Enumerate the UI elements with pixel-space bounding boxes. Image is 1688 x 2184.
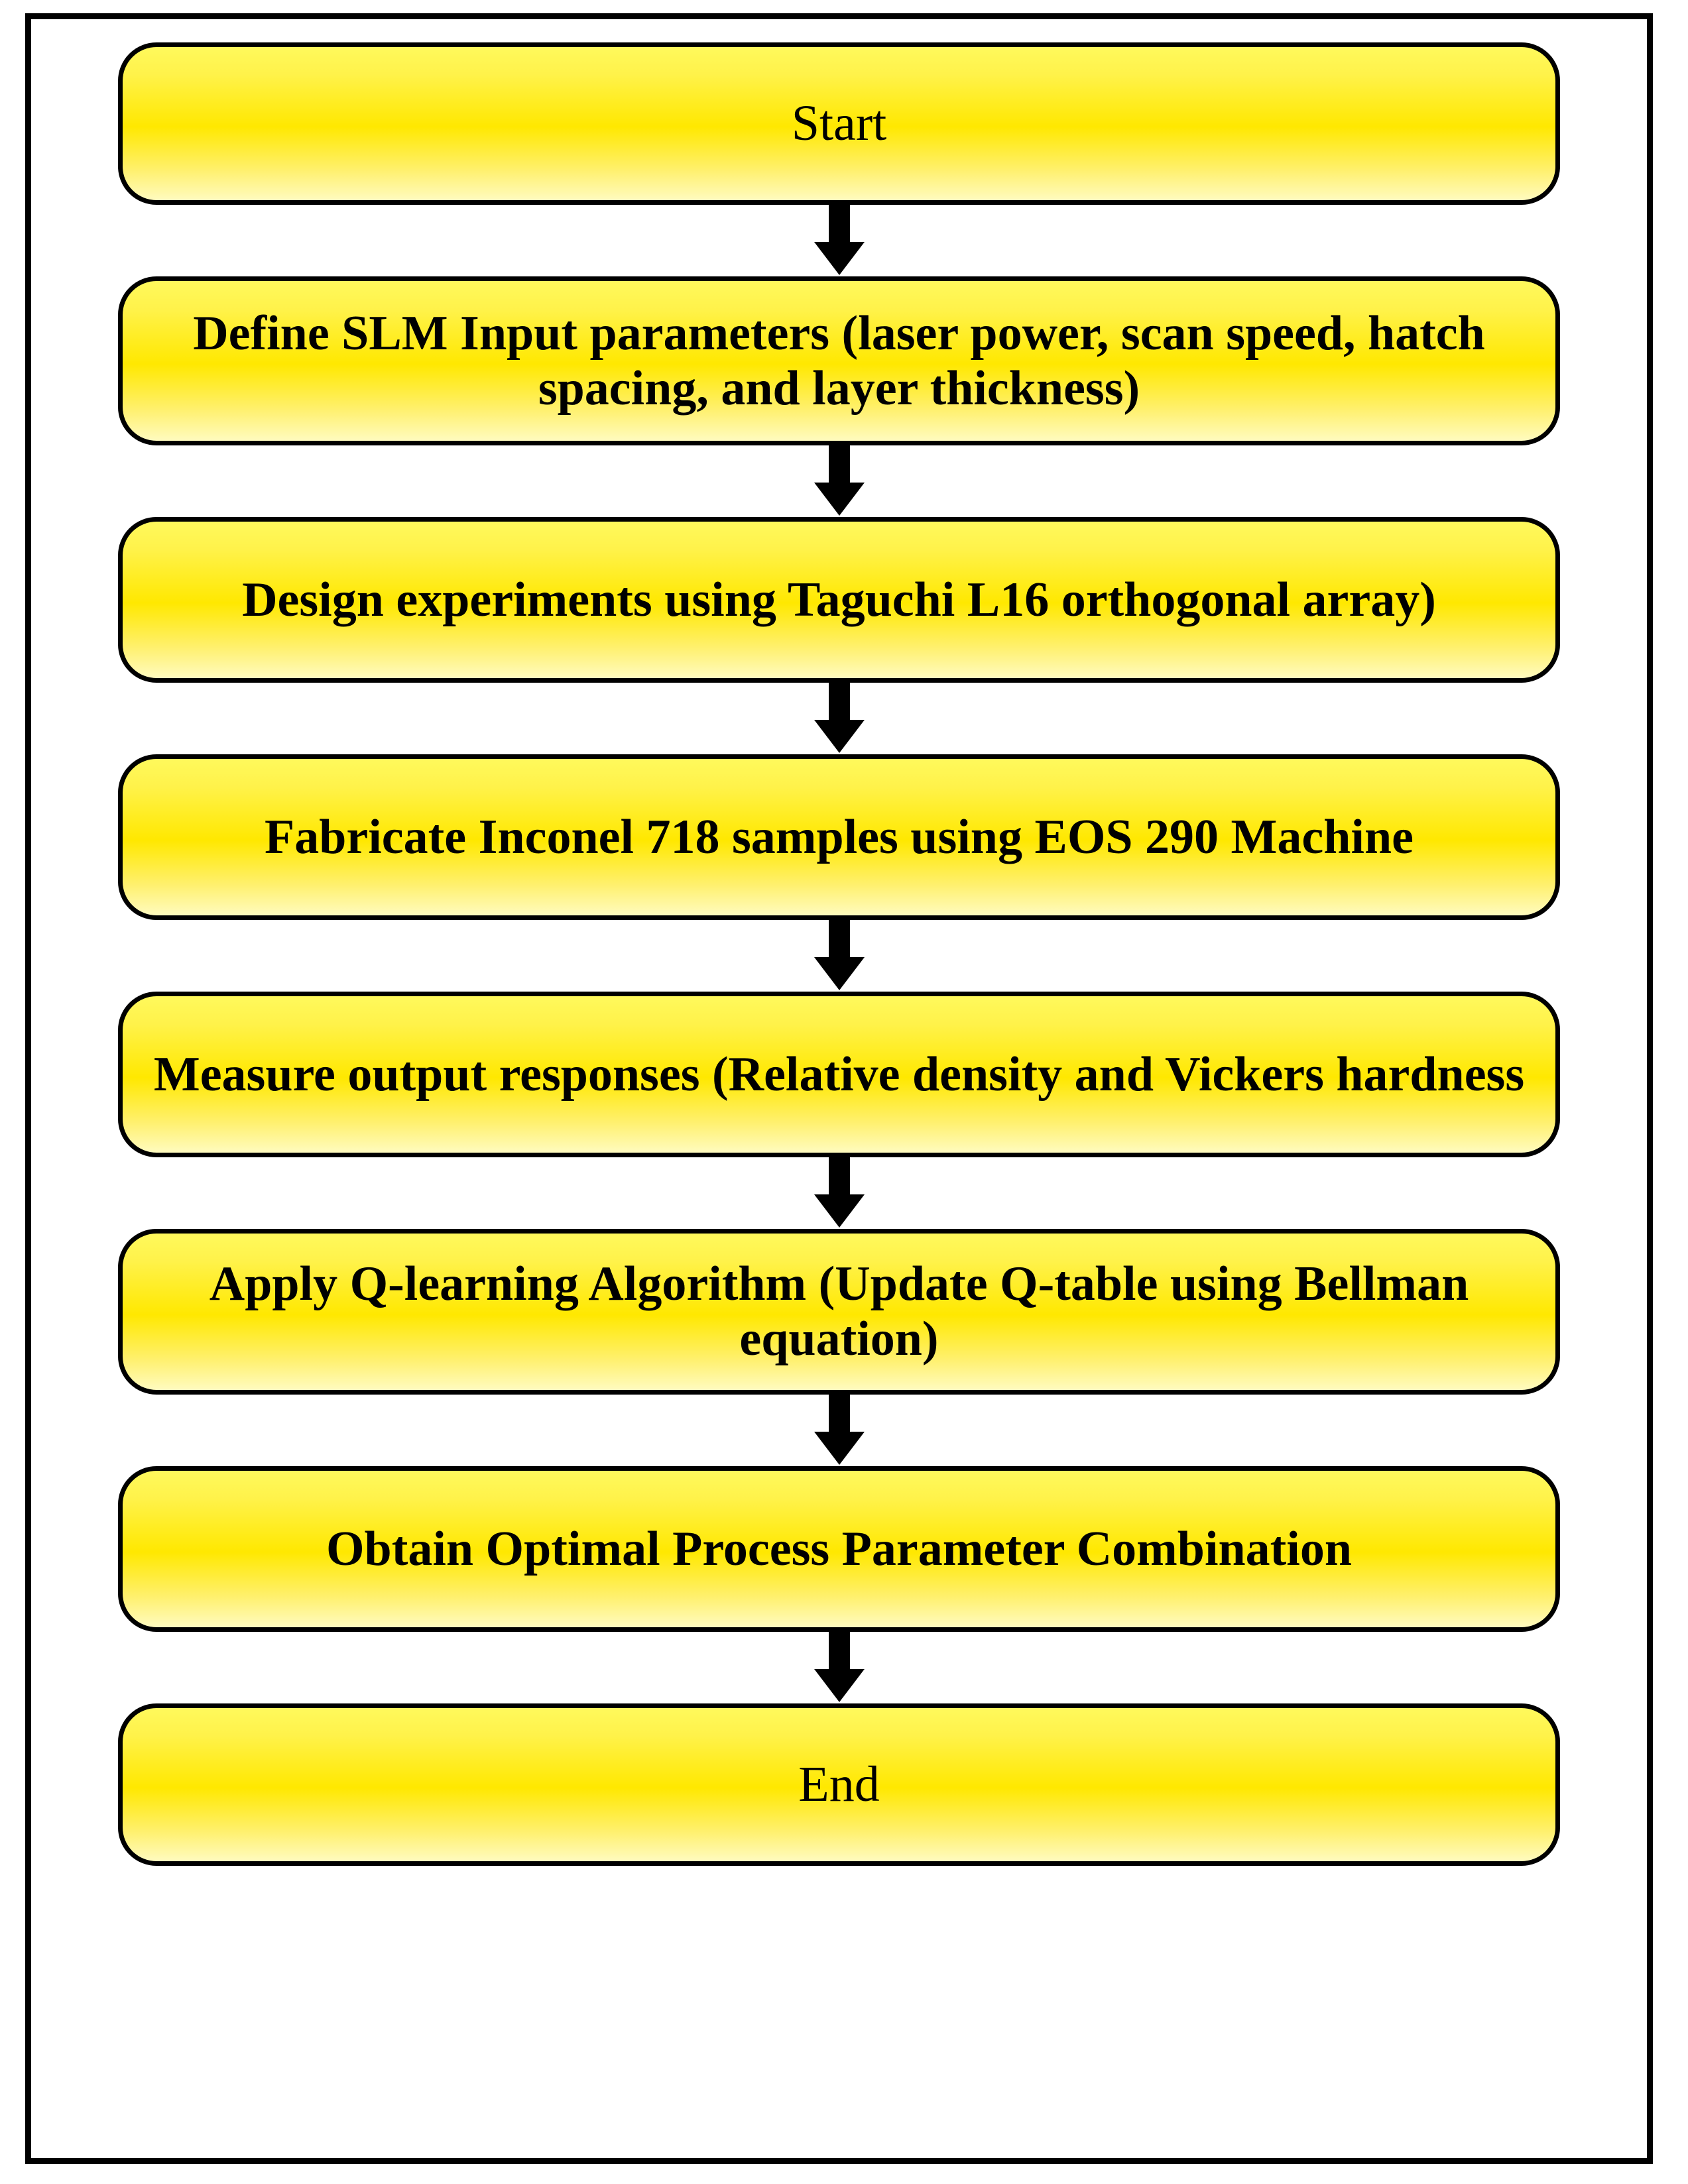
flow-node-design-experiments-label: Design experiments using Taguchi L16 orthogonal array): [242, 572, 1436, 627]
flow-node-end-label: End: [798, 1756, 880, 1812]
flow-node-apply-q-learning[interactable]: [118, 1229, 1560, 1395]
flow-node-obtain-optimal-label: Obtain Optimal Process Parameter Combination: [326, 1521, 1353, 1576]
connector-design-experiments-to-fabricate-samples: [800, 683, 879, 754]
connector-define-inputs-to-design-experiments: [800, 445, 879, 517]
connector-fabricate-samples-to-measure-responses: [800, 920, 879, 992]
connector-apply-q-learning-to-obtain-optimal: [800, 1395, 879, 1466]
flow-node-define-inputs[interactable]: [118, 276, 1560, 445]
flow-node-measure-responses[interactable]: [118, 992, 1560, 1157]
flow-node-design-experiments[interactable]: [118, 517, 1560, 683]
flow-node-fabricate-samples-label: Fabricate Inconel 718 samples using EOS 290 Machine: [265, 809, 1414, 864]
flow-node-start-label: Start: [791, 95, 887, 151]
flow-node-obtain-optimal[interactable]: [118, 1466, 1560, 1632]
flow-node-fabricate-samples[interactable]: [118, 754, 1560, 920]
flow-node-start[interactable]: [118, 42, 1560, 205]
connector-measure-responses-to-apply-q-learning: [800, 1157, 879, 1229]
flow-node-apply-q-learning-label: Apply Q-learning Algorithm (Update Q-table using Bellman equation): [209, 1257, 1469, 1366]
flowchart-column: [31, 19, 1647, 2158]
flowchart-frame: [25, 13, 1653, 2164]
flow-node-define-inputs-label: Define SLM Input parameters (laser power, scan speed, hatch spacing, and layer thickness): [193, 306, 1485, 416]
flow-node-end[interactable]: [118, 1703, 1560, 1866]
flow-node-measure-responses-label: Measure output responses (Relative density and Vickers hardness: [153, 1047, 1525, 1102]
connector-obtain-optimal-to-end: [800, 1632, 879, 1703]
connector-start-to-define-inputs: [800, 205, 879, 276]
